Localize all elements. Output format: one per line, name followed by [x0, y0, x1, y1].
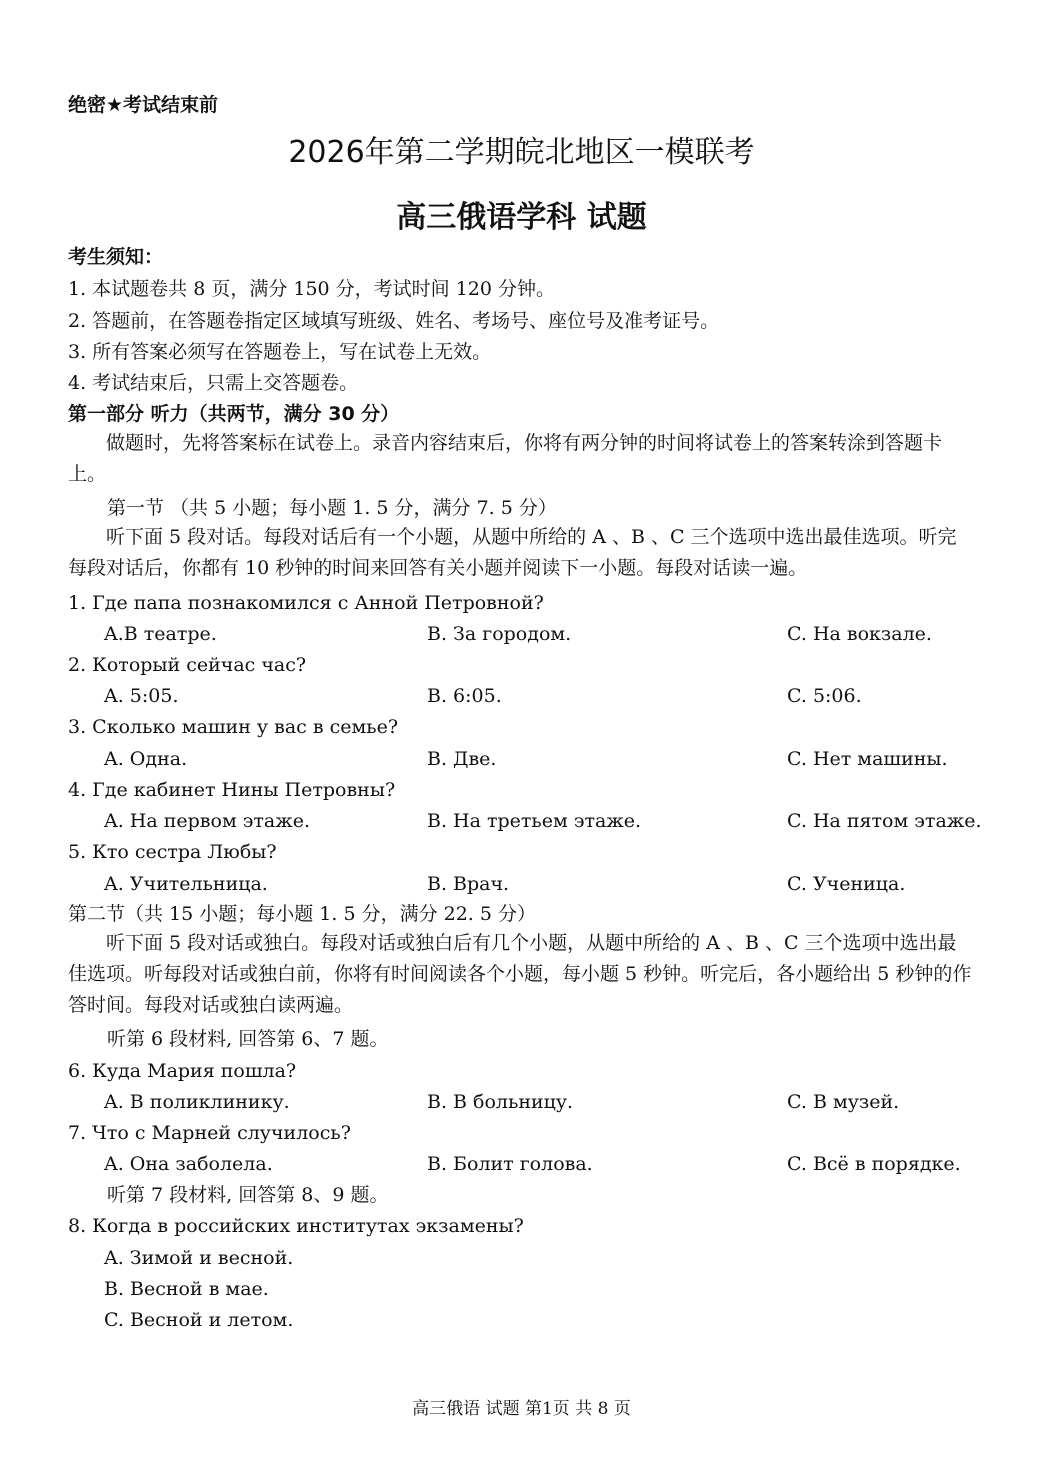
- question-4: 4. Где кабинет Нины Петровны?: [68, 779, 396, 801]
- option-c: C. В музей.: [787, 1091, 900, 1113]
- exam-title: 2026年第二学期皖北地区一模联考: [288, 135, 755, 170]
- notice-item: 2. 答题前，在答题卷指定区域填写班级、姓名、考场号、座位号及准考证号。: [68, 310, 720, 332]
- option-b: B. В больницу.: [427, 1091, 574, 1113]
- part1-intro-text: 做题时，先将答案标在试卷上。录音内容结束后，你将有两分钟的时间将试卷上的答案转涂到答题卡上。: [68, 432, 943, 485]
- option-c: C. Весной и летом.: [104, 1309, 294, 1331]
- option-a: A.В театре.: [104, 623, 217, 645]
- part1-intro: [68, 428, 973, 490]
- exam-subtitle: 高三俄语学科 试题: [396, 200, 647, 235]
- option-c: C. На пятом этаже.: [787, 810, 982, 832]
- option-b: B. Болит голова.: [427, 1153, 593, 1175]
- option-a: A. Учительница.: [104, 873, 268, 895]
- option-a: A. 5:05.: [104, 685, 179, 707]
- question-6: 6. Куда Мария пошла?: [68, 1060, 297, 1082]
- notice-item: 3. 所有答案必须写在答题卷上，写在试卷上无效。: [68, 341, 492, 363]
- section2-instructions: [68, 928, 973, 1021]
- question-7: 7. Что с Марней случилось?: [68, 1122, 351, 1144]
- option-a: A. Одна.: [104, 748, 188, 770]
- question-3: 3. Сколько машин у вас в семье?: [68, 716, 399, 738]
- section1-heading: 第一节 （共 5 小题；每小题 1. 5 分，满分 7. 5 分）: [107, 497, 557, 519]
- option-a: A. Зимой и весной.: [104, 1247, 294, 1269]
- section1-instructions: [68, 522, 973, 584]
- material-7-note: 听第 7 段材料, 回答第 8、9 题。: [107, 1184, 389, 1206]
- section1-instructions-text: 听下面 5 段对话。每段对话后有一个小题，从题中所给的 A 、B 、C 三个选项中选出最佳选项。听完每段对话后，你都有 10 秒钟的时间来回答有关小题并阅读下一小题。每段对话读一遍。: [68, 526, 957, 579]
- option-a: A. В поликлинику.: [104, 1091, 290, 1113]
- option-b: B. Весной в мае.: [104, 1278, 269, 1300]
- confidential-label: 绝密★考试结束前: [68, 94, 219, 116]
- section2-heading: 第二节（共 15 小题；每小题 1. 5 分，满分 22. 5 分）: [68, 903, 537, 925]
- option-b: B. Врач.: [427, 873, 510, 895]
- notice-item: 1. 本试题卷共 8 页，满分 150 分，考试时间 120 分钟。: [68, 278, 556, 300]
- part1-heading: 第一部分 听力（共两节，满分 30 分）: [68, 403, 400, 425]
- question-1: 1. Где папа познакомился с Анной Петровной?: [68, 592, 544, 614]
- question-8: 8. Когда в российских институтах экзамены?: [68, 1215, 524, 1237]
- page-footer: 高三俄语 试题 第1页 共 8 页: [412, 1399, 631, 1419]
- option-c: C. Всё в порядке.: [787, 1153, 961, 1175]
- option-b: B. Две.: [427, 748, 497, 770]
- option-b: B. 6:05.: [427, 685, 502, 707]
- option-c: C. 5:06.: [787, 685, 862, 707]
- option-b: B. На третьем этаже.: [427, 810, 642, 832]
- option-c: C. На вокзале.: [787, 623, 932, 645]
- option-a: A. Она заболела.: [104, 1153, 273, 1175]
- option-a: A. На первом этаже.: [104, 810, 311, 832]
- option-c: C. Ученица.: [787, 873, 906, 895]
- material-6-note: 听第 6 段材料, 回答第 6、7 题。: [107, 1028, 389, 1050]
- section2-instructions-text: 听下面 5 段对话或独白。每段对话或独白后有几个小题，从题中所给的 A 、B 、C 三个选项中选出最佳选项。听每段对话或独白前，你将有时间阅读各个小题，每小题 5 秒钟。听完后，各小题给出 5 秒钟的作答时间。每段对话或独白读两遍。: [68, 932, 972, 1016]
- option-c: C. Нет машины.: [787, 748, 948, 770]
- question-2: 2. Который сейчас час?: [68, 654, 307, 676]
- option-b: B. За городом.: [427, 623, 572, 645]
- question-5: 5. Кто сестра Любы?: [68, 841, 277, 863]
- notice-item: 4. 考试结束后，只需上交答题卷。: [68, 372, 359, 394]
- notice-heading: 考生须知：: [68, 246, 164, 268]
